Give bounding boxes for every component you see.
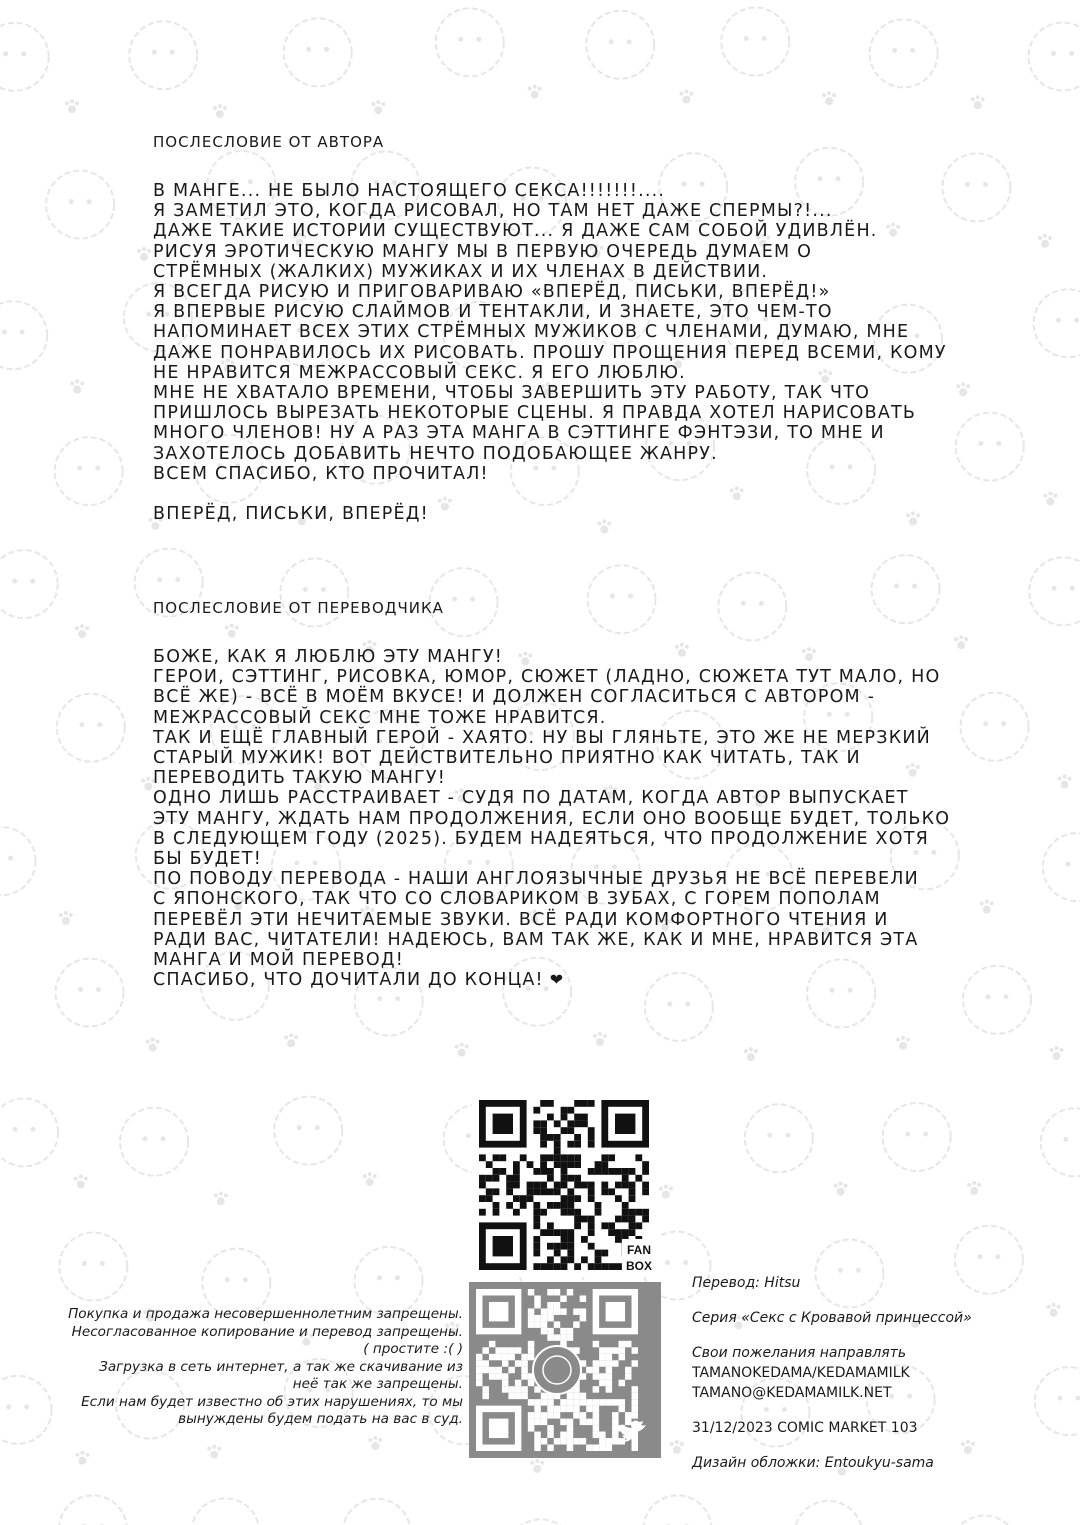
puffball-pattern-icon [0, 827, 36, 895]
contact-email[interactable]: TAMANO@KEDAMAMILK.NET [692, 1385, 892, 1401]
paw-print-icon [368, 1436, 382, 1450]
fanbox-qr-code[interactable] [472, 1093, 658, 1277]
paw-print-icon [528, 85, 542, 99]
puffball-pattern-icon [343, 1499, 411, 1525]
puffball-pattern-icon [129, 21, 197, 89]
puffball-pattern-icon [794, 1501, 862, 1525]
contact-label: Свои пожелания направлять [692, 1345, 907, 1361]
afterword-line: НАПОМИНАЕТ ВСЕХ ЭТИХ СТРЁМНЫХ МУЖИКОВ С ЧЛЕНАМИ, ДУМАЮ, МНЕ [153, 322, 910, 343]
fanbox-label-bottom: BOX [625, 1259, 653, 1273]
afterword-line: РАДИ ВАС, ЧИТАТЕЛИ! НАДЕЮСЬ, ВАМ ТАК ЖЕ, КАК И МНЕ, НРАВИТСЯ ЭТА [153, 929, 919, 950]
afterword-line: ДАЖЕ ПОНРАВИЛОСЬ ИХ РИСОВАТЬ. ПРОШУ ПРОЩЕНИЯ ПЕРЕД ВСЕМИ, КОМУ [153, 342, 947, 363]
paw-print-icon [59, 911, 73, 925]
afterword-line: ОДНО ЛИШЬ РАССТРАИВАЕТ - СУДЯ ПО ДАТАМ, КОГДА АВТОР ВЫПУСКАЕТ [153, 788, 909, 809]
puffball-pattern-icon [191, 1498, 259, 1525]
paw-print-icon [213, 104, 227, 118]
puffball-pattern-icon [354, 1247, 422, 1315]
puffball-pattern-icon [284, 18, 352, 86]
paw-print-icon [822, 91, 836, 105]
afterword-line: Я ЗАМЕТИЛ ЭТО, КОГДА РИСОВАЛ, НО ТАМ НЕТ ДАЖЕ СПЕРМЫ?!... [153, 201, 833, 222]
afterword-line: ПРИШЛОСЬ ВЫРЕЗАТЬ НЕКОТОРЫЕ СЦЕНЫ. Я ПРАВДА ХОТЕЛ НАРИСОВАТЬ [153, 403, 917, 424]
afterword-line: МАНГА И МОЙ ПЕРЕВОД! [153, 950, 404, 971]
heart-icon: ❤ [549, 970, 565, 990]
paw-print-icon [679, 90, 693, 104]
paw-print-icon [284, 1033, 298, 1047]
puffball-pattern-icon [1029, 557, 1080, 625]
paw-print-icon [896, 1036, 910, 1050]
paw-print-icon [214, 1191, 228, 1205]
afterword-line: ЗАХОТЕЛОСЬ ДОБАВИТЬ НЕЧТО ПОДОБАЮЩЕЕ ЖАНРУ. [153, 443, 718, 464]
paw-print-icon [670, 1440, 684, 1454]
puffball-pattern-icon [0, 1098, 58, 1166]
puffball-pattern-icon [46, 171, 114, 239]
paw-print-icon [74, 1174, 88, 1188]
puffball-pattern-icon [274, 1097, 342, 1165]
paw-print-icon [363, 1172, 377, 1186]
paw-print-icon [65, 99, 79, 113]
logo-seal-icon [533, 1346, 581, 1394]
paw-print-icon [971, 95, 985, 109]
author-afterword-heading: ПОСЛЕСЛОВИЕ ОТ АВТОРА [153, 133, 385, 151]
afterword-line: ПЕРЕВЁЛ ЭТИ НЕЧИТАЕМЫЕ ЗВУКИ. ВСЁ РАДИ КОМФОРТНОГО ЧТЕНИЯ И [153, 909, 889, 930]
afterword-line: В МАНГЕ... НЕ БЫЛО НАСТОЯЩЕГО СЕКСА!!!!!!!.... [153, 181, 666, 201]
puffball-pattern-icon [436, 8, 504, 76]
puffball-pattern-icon [0, 23, 49, 91]
afterword-line: Я ВПЕРВЫЕ РИСУЮ СЛАЙМОВ И ТЕНТАКЛИ, И ЗНАЕТЕ, ЭТО ЧЕМ-ТО [153, 302, 833, 323]
afterword-line: ЭТУ МАНГУ, ЖДАТЬ НАМ ПРОДОЛЖЕНИЯ, ЕСЛИ ОНО ВООБЩЕ БУДЕТ, ТОЛЬКО [153, 808, 951, 829]
qr-code-icon [472, 1093, 658, 1277]
puffball-pattern-icon [950, 1516, 1018, 1525]
afterword-line: ВСЁ ЖЕ) - ВСЁ В МОЁМ ВКУСЕ! И ДОЛЖЕН СОГЛАСИТЬСЯ С АВТОРОМ - [153, 687, 876, 708]
puffball-pattern-icon [745, 1104, 813, 1172]
puffball-pattern-icon [55, 437, 123, 505]
paw-print-icon [530, 1459, 544, 1473]
translator-afterword-heading: ПОСЛЕСЛОВИЕ ОТ ПЕРЕВОДЧИКА [153, 599, 444, 617]
cover-design-credit: Дизайн обложки: Entoukyu-sama [692, 1455, 934, 1471]
series-credit: Серия «Секс с Кровавой принцессой» [692, 1310, 972, 1326]
afterword-line: Я ВСЕГДА РИСУЮ И ПРИГОВАРИВАЮ «ВПЕРЁД, ПИСЬКИ, ВПЕРЁД!» [153, 282, 831, 303]
warning-line: Покупка и продажа несовершеннолетним запрещены. [68, 1306, 463, 1322]
paw-print-icon [70, 380, 84, 394]
translator-credit: Перевод: Hitsu [692, 1275, 801, 1291]
paw-print-icon [834, 1182, 848, 1196]
warning-line: Несогласованное копирование и перевод запрещены. [71, 1323, 463, 1340]
puffball-pattern-icon [870, 19, 938, 87]
afterword-line: РИСУЯ ЭРОТИЧЕСКУЮ МАНГУ МЫ В ПЕРВУЮ ОЧЕРЕДЬ ДУМАЕМ О [153, 241, 813, 262]
warning-line: ( простите :( ) [363, 1341, 463, 1357]
afterword-line: СТАРЫЙ МУЖИК! ВОТ ДЕЙСТВИТЕЛЬНО ПРИЯТНО КАК ЧИТАТЬ, ТАК И [153, 748, 861, 769]
puffball-pattern-icon [59, 1495, 127, 1525]
paw-print-icon [75, 624, 89, 638]
afterword-line: НЕ НРАВИТСЯ МЕЖРАССОВЫЙ СЕКС. Я ЕГО ЛЮБЛЮ. [153, 362, 686, 383]
afterword-line: БЫ БУДЕТ! [153, 849, 262, 870]
puffball-pattern-icon [507, 1519, 575, 1525]
event-date: 31/12/2023 COMIC MARKET 103 [692, 1420, 918, 1436]
paw-print-icon [967, 1181, 981, 1195]
author-afterword [153, 133, 983, 524]
puffball-pattern-icon [0, 301, 47, 369]
qr-code-icon [469, 1282, 661, 1458]
fanbox-label-top: FAN [627, 1243, 651, 1257]
puffball-pattern-icon [721, 8, 789, 76]
afterword-line: ПЕРЕВОДИТЬ ТАКУЮ МАНГУ! [153, 768, 447, 789]
warning-line: неё так же запрещены. [292, 1376, 463, 1392]
contact-handle[interactable]: TAMANOKEDAMA/KEDAMAMILK [692, 1365, 910, 1381]
puffball-pattern-icon [0, 550, 58, 618]
puffball-pattern-icon [1043, 833, 1080, 901]
warning-line: вынуждены будем подать на вас в суд. [178, 1411, 463, 1427]
credits-block [692, 1273, 1072, 1473]
afterword-line: ВСЕМ СПАСИБО, КТО ПРОЧИТАЛ! [153, 463, 489, 484]
afterword-line: ГЕРОИ, СЭТТИНГ, РИСОВКА, ЮМОР, СЮЖЕТ (ЛАДНО, СЮЖЕТА ТУТ МАЛО, НО [153, 667, 941, 688]
paw-print-icon [75, 1451, 89, 1465]
paw-print-icon [455, 1043, 469, 1057]
afterword-line: БОЖЕ, КАК Я ЛЮБЛЮ ЭТУ МАНГУ! [153, 647, 503, 667]
paw-print-icon [146, 1038, 160, 1052]
paw-print-icon [1050, 1046, 1064, 1060]
puffball-pattern-icon [586, 11, 654, 79]
copyright-warning [8, 1306, 463, 1429]
twitter-qr-code[interactable] [469, 1282, 661, 1458]
puffball-pattern-icon [56, 959, 124, 1027]
puffball-pattern-icon [883, 1103, 951, 1171]
paw-print-icon [1043, 491, 1057, 505]
afterword-line: ТАК И ЕЩЁ ГЛАВНЫЙ ГЕРОЙ - ХАЯТО. НУ ВЫ ГЛЯНЬТЕ, ЭТО ЖЕ НЕ МЕРЗКИЙ [153, 727, 931, 748]
warning-line: Если нам будет известно об этих нарушениях, то мы [81, 1393, 463, 1410]
paw-print-icon [207, 1445, 221, 1459]
paw-print-icon [744, 1047, 758, 1061]
author-signoff: ВПЕРЁД, ПИСЬКИ, ВПЕРЁД! [153, 504, 429, 525]
puffball-pattern-icon [1029, 23, 1080, 91]
afterword-line: МНОГО ЧЛЕНОВ! НУ А РАЗ ЭТА МАНГА В СЭТТИНГЕ ФЭНТЭЗИ, ТО МНЕ И [153, 423, 885, 444]
paw-print-icon [371, 100, 385, 114]
puffball-pattern-icon [643, 1495, 711, 1525]
afterword-line: С ЯПОНСКОГО, ТАК ЧТО СО СЛОВАРИКОМ В ЗУБАХ, С ГОРЕМ ПОПОЛАМ [153, 889, 881, 910]
paw-print-icon [137, 247, 151, 261]
paw-print-icon [1058, 775, 1072, 789]
afterword-line: ДАЖЕ ТАКИЕ ИСТОРИИ СУЩЕСТВУЮТ... Я ДАЖЕ САМ СОБОЙ УДИВЛЁН. [153, 221, 878, 242]
puffball-pattern-icon [1034, 289, 1080, 357]
afterword-line: СПАСИБО, ЧТО ДОЧИТАЛИ ДО КОНЦА! ❤ [153, 970, 565, 991]
author-afterword-text [153, 181, 983, 484]
puffball-pattern-icon [1041, 1108, 1080, 1176]
afterword-line: МЕЖРАССОВЫЙ СЕКС МНЕ ТОЖЕ НРАВИТСЯ. [153, 707, 607, 728]
paw-print-icon [593, 1032, 607, 1046]
puffball-pattern-icon [59, 1233, 127, 1301]
warning-line: Загрузка в сеть интернет, а так же скачивание из [99, 1358, 463, 1375]
afterword-line: В СЛЕДУЮЩЕМ ГОДУ (2025). БУДЕМ НАДЕЯТЬСЯ, ЧТО ПРОДОЛЖЕНИЕ ХОТЯ [153, 828, 929, 849]
afterword-line: ПО ПОВОДУ ПЕРЕВОДА - НАШИ АНГЛОЯЗЫЧНЫЕ ДРУЗЬЯ НЕ ВСЁ ПЕРЕВЕЛИ [153, 869, 919, 890]
puffball-pattern-icon [57, 694, 125, 762]
translator-afterword-text [153, 647, 983, 990]
afterword-line: СТРЁМНЫХ (ЖАЛКИХ) МУЖИКАХ И ИХ ЧЛЕНАХ В ДЕЙСТВИИ. [153, 261, 769, 282]
translator-afterword [153, 599, 983, 990]
paw-print-icon [659, 1185, 673, 1199]
paw-print-icon [1038, 234, 1052, 248]
afterword-line: МНЕ НЕ ХВАТАЛО ВРЕМЕНИ, ЧТОБЫ ЗАВЕРШИТЬ ЭТУ РАБОТУ, ТАК ЧТО [153, 383, 871, 404]
puffball-pattern-icon [120, 1108, 188, 1176]
